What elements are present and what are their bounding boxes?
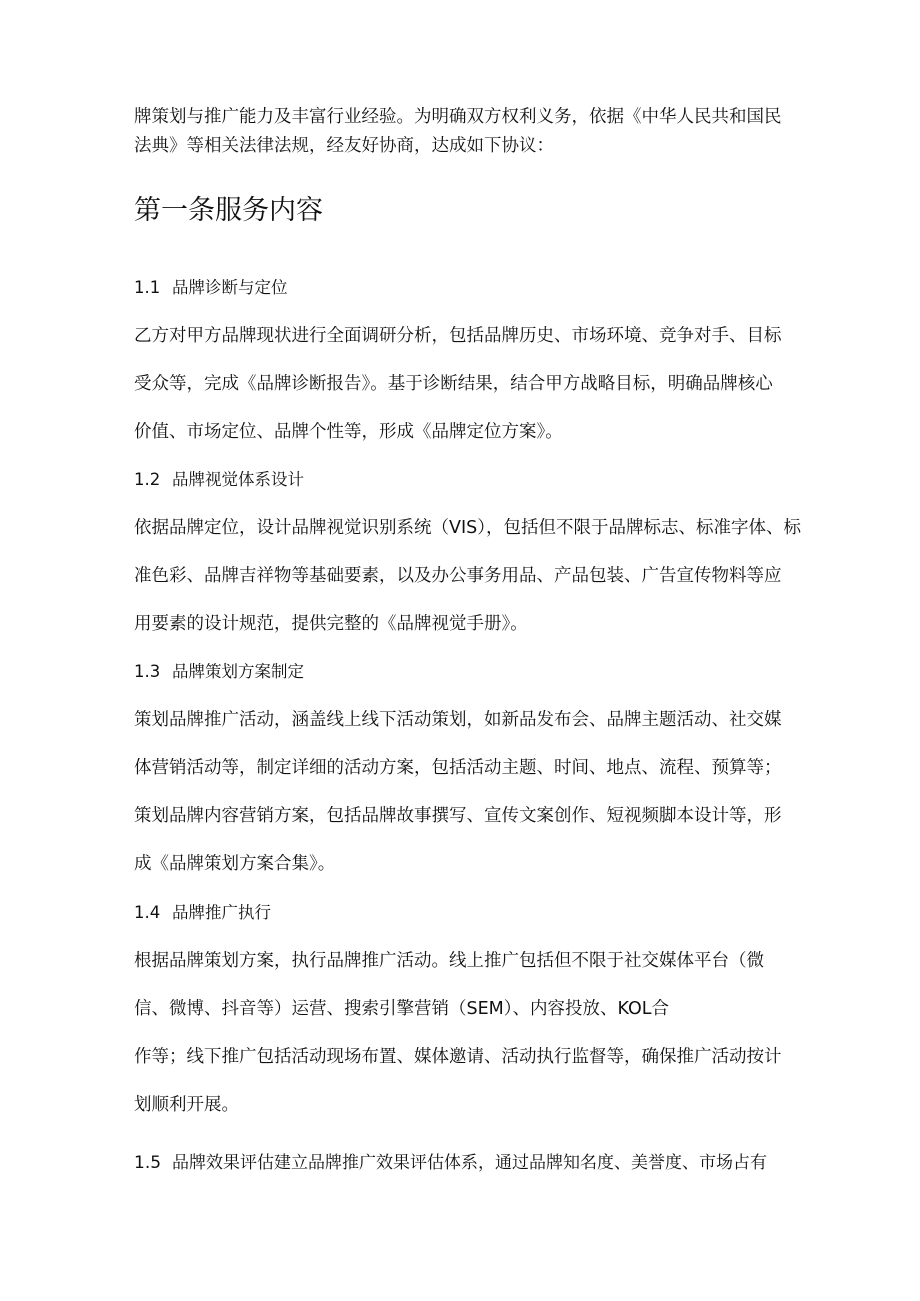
section-heading-1-3 [134, 660, 304, 684]
section-title: 品牌视觉体系设计 [172, 470, 304, 489]
paragraph-line: 策划品牌内容营销方案，包括品牌故事撰写、宣传文案创作、短视频脚本设计等，形 [134, 806, 782, 826]
paragraph-line: 依据品牌定位，设计品牌视觉识别系统（VIS），包括但不限于品牌标志、标准字体、标 [134, 518, 801, 538]
section-heading-1-2 [134, 468, 304, 492]
section-heading-1-1 [134, 276, 288, 300]
paragraph-line: 受众等，完成《品牌诊断报告》。基于诊断结果，结合甲方战略目标，明确品牌核心 [134, 374, 773, 394]
section-number: 1.1 [134, 278, 161, 297]
article-title: 第一条服务内容 [134, 195, 323, 226]
paragraph-line: 价值、市场定位、品牌个性等，形成《品牌定位方案》。 [134, 422, 563, 442]
section-number: 1.3 [134, 662, 161, 681]
paragraph-line: 根据品牌策划方案，执行品牌推广活动。线上推广包括但不限于社交媒体平台（微 [134, 951, 764, 971]
section-number: 1.5 [134, 1153, 162, 1173]
intro-line-1: 牌策划与推广能力及丰富行业经验。为明确双方权利义务，依据《中华人民共和国民 [134, 107, 782, 127]
section-title: 品牌策划方案制定 [172, 662, 304, 681]
paragraph-line: 用要素的设计规范，提供完整的《品牌视觉手册》。 [134, 614, 528, 634]
section-title: 品牌诊断与定位 [172, 278, 288, 297]
paragraph-line: 体营销活动等，制定详细的活动方案，包括活动主题、时间、地点、流程、预算等； [134, 758, 782, 778]
section-number: 1.4 [134, 903, 161, 922]
paragraph-line: 准色彩、品牌吉祥物等基础要素，以及办公事务用品、产品包装、广告宣传物料等应 [134, 566, 782, 586]
paragraph-line: 作等；线下推广包括活动现场布置、媒体邀请、活动执行监督等，确保推广活动按计 [134, 1047, 782, 1067]
paragraph-line: 策划品牌推广活动，涵盖线上线下活动策划，如新品发布会、品牌主题活动、社交媒 [134, 710, 782, 730]
section-title: 品牌效果评估建立品牌推广效果评估体系，通过品牌知名度、美誉度、市场占有 [172, 1153, 767, 1173]
paragraph-line: 划顺利开展。 [134, 1095, 239, 1115]
section-number: 1.2 [134, 470, 161, 489]
section-title: 品牌推广执行 [172, 903, 271, 922]
intro-line-2: 法典》等相关法律法规，经友好协商，达成如下协议： [134, 136, 554, 156]
paragraph-line: 乙方对甲方品牌现状进行全面调研分析，包括品牌历史、市场环境、竞争对手、目标 [134, 326, 782, 346]
section-heading-1-5 [134, 1151, 767, 1175]
paragraph-line: 成《品牌策划方案合集》。 [134, 854, 336, 874]
paragraph-line: 信、微博、抖音等）运营、搜索引擎营销（SEM）、内容投放、KOL合 [134, 999, 670, 1019]
section-heading-1-4 [134, 901, 271, 925]
